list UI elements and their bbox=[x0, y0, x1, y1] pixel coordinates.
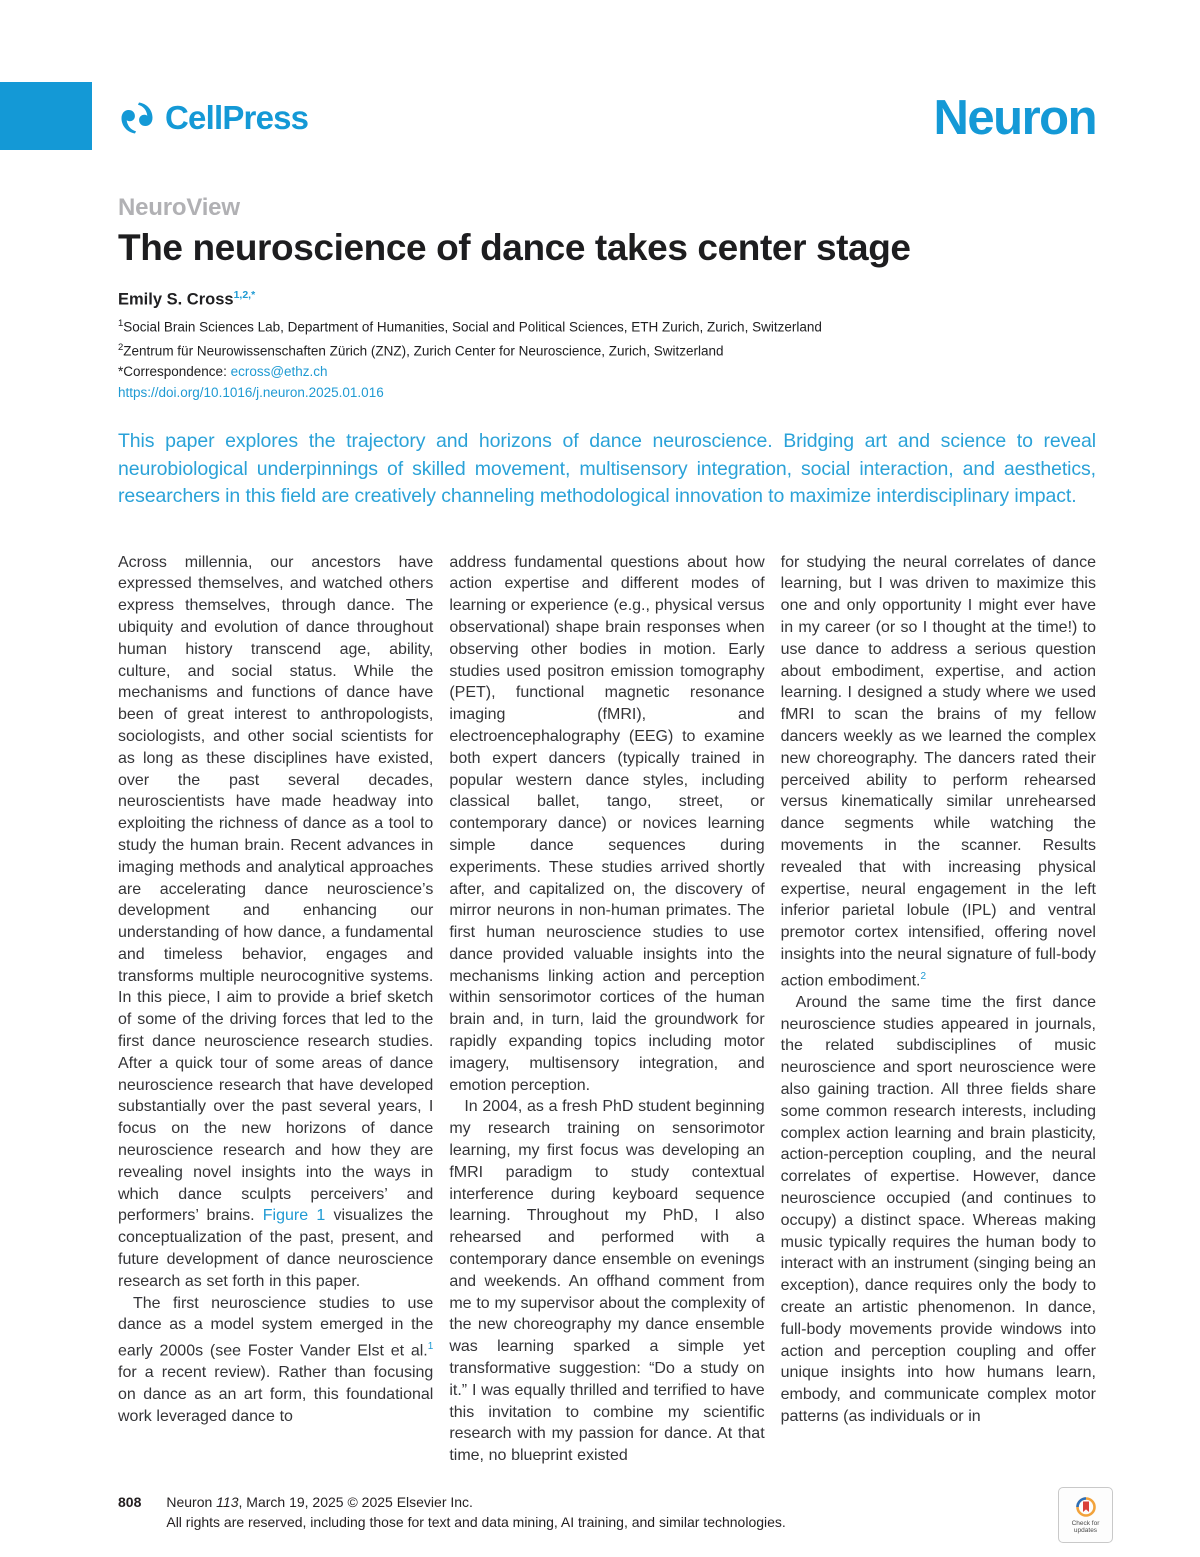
body-paragraph: In 2004, as a fresh PhD student beginning my research training on sensorimotor learning, my first focus was developing an fMRI paradigm to study contextual interference during keyboard sequence learning. Throughout my PhD, I also rehearsed and performed with a contemporary dance ensemble on evenings and weekends. An offhand comment from me to my supervisor about the complexity of the new choreography my dance ensemble was learning sparked a simple yet transformative suggestion: “Do a study on it.” I was equally thrilled and terrified to have this invitation to combine my scientific research with my passion for dance. At that time, no blueprint existed bbox=[449, 1098, 765, 1465]
masthead bbox=[118, 86, 1096, 150]
cellpress-logo bbox=[118, 99, 308, 137]
affiliations-block bbox=[118, 314, 1096, 403]
page-content bbox=[118, 0, 1096, 1467]
footer-rights: All rights are reserved, including those for text and data mining, AI training, and similar technologies. bbox=[166, 1514, 786, 1530]
footer-citation: Neuron 113, March 19, 2025 © 2025 Elsevier Inc. bbox=[166, 1494, 473, 1510]
section-label: NeuroView bbox=[118, 194, 240, 221]
body-paragraph: address fundamental questions about how action expertise and different modes of learning or experience (e.g., physical versus observational) shape brain responses when observing other bodies in motion. Early studies used positron emission tomography (PET), functional magnetic resonance imaging (fMRI), and electroencephalography (EEG) to examine both expert dancers (typically trained in popular western dance styles, including classical ballet, tango, street, or contemporary dance) or novices learning simple dance sequences during experiments. These studies arrived shortly after, and capitalized on, the discovery of mirror neurons in non-human primates. The first human neuroscience studies to use dance provided valuable insights into the mechanisms linking action and perception within sensorimotor cortices of the human brain and, in turn, laid the groundwork for rapidly expanding topics including motor imagery, multisensory integration, and emotion perception. bbox=[449, 553, 765, 1094]
abstract-paragraph: This paper explores the trajectory and horizons of dance neuroscience. Bridging art and science to reveal neurobiological underpinnings of skilled movement, multisensory integration, social interaction, and aesthetics, researchers in this field are creatively channeling methodological innovation to maximize interdisciplinary impact. bbox=[118, 430, 1096, 508]
author-line bbox=[118, 289, 1096, 310]
page-number: 808 bbox=[118, 1494, 142, 1510]
header-accent-bar bbox=[0, 82, 92, 150]
page-footer bbox=[118, 1492, 786, 1532]
check-updates-icon bbox=[1075, 1496, 1097, 1518]
article-title: The neuroscience of dance takes center stage bbox=[118, 227, 911, 268]
affiliation-number: 2 bbox=[118, 342, 124, 354]
body-paragraph: Around the same time the first dance neuroscience studies appeared in journals, the related subdisciplines of music neuroscience and sport neuroscience were also gaining traction. All three fields share some common research interests, including complex action learning and brain plasticity, action-perception coupling, and the neural correlates of expertise. However, dance neuroscience occupied (and continues to occupy) a distinct space. Whereas making music typically requires the human body to interact with an instrument (singing being an exception), dance requires only the body to create an artistic phenomenon. In dance, full-body movements provide windows into action and perception coupling and offer unique insights into how humans learn, embody, and communicate complex motor patterns (as individuals or in bbox=[780, 993, 1096, 1425]
affiliation-text: Social Brain Sciences Lab, Department of Humanities, Social and Political Sciences, ETH Zurich, Zurich, Switzerland bbox=[123, 319, 822, 335]
body-columns bbox=[118, 552, 1096, 1467]
citation-reference-link[interactable]: 2 bbox=[920, 970, 927, 982]
affiliation-line bbox=[118, 338, 1096, 362]
author-name: Emily S. Cross bbox=[118, 290, 234, 309]
body-column-3 bbox=[781, 552, 1096, 1467]
author-affiliation-superscript: 1,2,* bbox=[233, 288, 256, 301]
affiliation-line bbox=[118, 314, 1096, 338]
volume-number: 113 bbox=[216, 1494, 239, 1510]
affiliation-text: Zentrum für Neurowissenschaften Zürich (ZNZ), Zurich Center for Neuroscience, Zurich, Switzerland bbox=[123, 343, 724, 359]
figure-1-link[interactable]: Figure 1 bbox=[262, 1207, 326, 1225]
body-paragraph: for studying the neural correlates of dance learning, but I was driven to maximize this one and only opportunity I might ever have in my career (or so I thought at the time!) to use dance to address a serious question about embodiment, expertise, and action learning. I designed a study where we used fMRI to scan the brains of my fellow dancers weekly as we learned the complex new choreography. The dancers rated their perceived ability to perform rehearsed versus kinematically similar unrehearsed dance segments while watching the movements in the scanner. Results revealed that with increasing physical expertise, neural engagement in the left inferior parietal lobule (IPL) and ventral premotor cortex intensified, offering novel insights into the neural signature of full-body action embodiment.$^2$ bbox=[780, 553, 1096, 990]
neuron-journal-logo: Neuron bbox=[933, 90, 1096, 145]
correspondence-email-link[interactable]: ecross@ethz.ch bbox=[230, 364, 328, 380]
doi-line bbox=[118, 383, 1096, 404]
citation-reference-link[interactable]: 1 bbox=[427, 1341, 434, 1353]
body-column-1 bbox=[118, 552, 433, 1467]
check-for-updates-badge[interactable] bbox=[1058, 1487, 1113, 1543]
check-updates-label: Check for updates bbox=[1071, 1519, 1100, 1534]
doi-link[interactable]: https://doi.org/10.1016/j.neuron.2025.01.016 bbox=[118, 384, 384, 400]
correspondence-label: *Correspondence: bbox=[118, 364, 231, 380]
cellpress-swirl-icon bbox=[118, 99, 156, 137]
body-column-2 bbox=[449, 552, 764, 1467]
footer-text bbox=[166, 1492, 785, 1532]
correspondence-line bbox=[118, 362, 1096, 383]
body-paragraph: Across millennia, our ancestors have expressed themselves, and watched others express themselves, through dance. The ubiquity and evolution of dance throughout human history transcend age, ability, culture, and social status. While the mechanisms and functions of dance have been of great interest to anthropologists, sociologists, and other social scientists for as long as these disciplines have existed, over the past several decades, neuroscientists have made headway into exploiting the richness of dance as a tool to study the human brain. Recent advances in imaging methods and analytical approaches are accelerating dance neuroscience’s development and enhancing our understanding of how dance, a fundamental and timeless behavior, engages and transforms multiple neurocognitive systems. In this piece, I aim to provide a brief sketch of some of the driving forces that led to the first dance neuroscience research studies. After a quick tour of some areas of dance neuroscience research that have developed substantially over the past several years, I focus on the new horizons of dance neuroscience research and how they are revealing novel insights into the ways in which dance sculpts perceivers’ and performers’ brains. Figure 1 visualizes the conceptualization of the past, present, and future development of dance neuroscience research as set forth in this paper. bbox=[118, 553, 434, 1290]
affiliation-number: 1 bbox=[118, 318, 124, 330]
body-paragraph: The first neuroscience studies to use dance as a model system emerged in the early 2000s (see Foster Vander Elst et al.$^1$ for a recent review). Rather than focusing on dance as an art form, this foundational work leveraged dance to bbox=[118, 1294, 434, 1425]
cellpress-wordmark: CellPress bbox=[165, 99, 309, 136]
